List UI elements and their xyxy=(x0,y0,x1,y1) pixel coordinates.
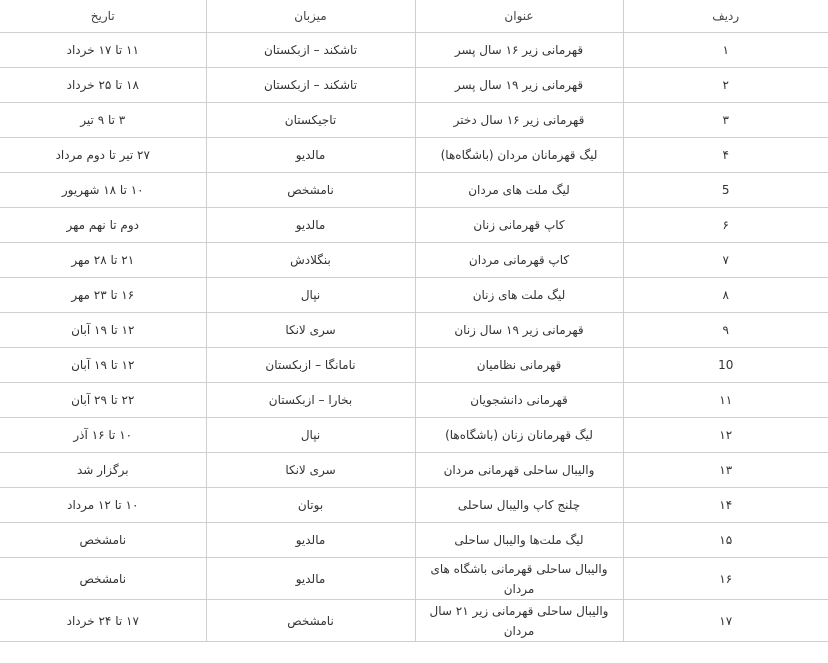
row-number: ۳ xyxy=(623,103,828,138)
event-host: نامانگا – ازبکستان xyxy=(206,348,415,383)
event-date: ۲۷ تیر تا دوم مرداد xyxy=(0,138,206,173)
event-date: ۱۶ تا ۲۳ مهر xyxy=(0,278,206,313)
event-host: مالدیو xyxy=(206,523,415,558)
row-number: ۹ xyxy=(623,313,828,348)
event-date: ۱۲ تا ۱۹ آبان xyxy=(0,313,206,348)
event-title: والیبال ساحلی قهرمانی مردان xyxy=(415,453,623,488)
event-host: تاجیکستان xyxy=(206,103,415,138)
event-host: بخارا – ازبکستان xyxy=(206,383,415,418)
event-date: ۱۰ تا ۱۶ آذر xyxy=(0,418,206,453)
row-number: ۱۴ xyxy=(623,488,828,523)
table-row xyxy=(0,418,828,453)
row-number: 5 xyxy=(623,173,828,208)
header-host: میزبان xyxy=(206,0,415,33)
event-title: چلنج کاپ والیبال ساحلی xyxy=(415,488,623,523)
event-date: ۱۰ تا ۱۸ شهریور xyxy=(0,173,206,208)
table-row xyxy=(0,278,828,313)
row-number: ۱ xyxy=(623,33,828,68)
event-date: ۳ تا ۹ تیر xyxy=(0,103,206,138)
row-number: ۱۵ xyxy=(623,523,828,558)
header-date: تاریخ xyxy=(0,0,206,33)
row-number: ۱۲ xyxy=(623,418,828,453)
row-number: ۲ xyxy=(623,68,828,103)
event-host: بنگلادش xyxy=(206,243,415,278)
event-date: ۲۲ تا ۲۹ آبان xyxy=(0,383,206,418)
row-number: ۱۶ xyxy=(623,558,828,600)
table-row xyxy=(0,103,828,138)
event-title: والیبال ساحلی قهرمانی باشگاه های مردان xyxy=(415,558,623,600)
row-number: ۱۱ xyxy=(623,383,828,418)
row-number: 10 xyxy=(623,348,828,383)
event-title: لیگ ملت‌ها والیبال ساحلی xyxy=(415,523,623,558)
event-date: ۱۷ تا ۲۴ خرداد xyxy=(0,600,206,642)
event-title: کاپ قهرمانی زنان xyxy=(415,208,623,243)
event-date: ۱۰ تا ۱۲ مرداد xyxy=(0,488,206,523)
table-row xyxy=(0,558,828,600)
event-date: ۱۸ تا ۲۵ خرداد xyxy=(0,68,206,103)
table-header-row xyxy=(0,0,828,33)
event-date: ۱۱ تا ۱۷ خرداد xyxy=(0,33,206,68)
event-host: نامشخص xyxy=(206,173,415,208)
event-title: قهرمانی زیر ۱۹ سال پسر xyxy=(415,68,623,103)
table-row xyxy=(0,383,828,418)
event-host: مالدیو xyxy=(206,558,415,600)
table-row xyxy=(0,313,828,348)
event-title: قهرمانی زیر ۱۶ سال پسر xyxy=(415,33,623,68)
event-host: سری لانکا xyxy=(206,313,415,348)
event-host: نپال xyxy=(206,418,415,453)
row-number: ۶ xyxy=(623,208,828,243)
table-row xyxy=(0,600,828,642)
event-host: نپال xyxy=(206,278,415,313)
event-date: نامشخص xyxy=(0,558,206,600)
table-row xyxy=(0,33,828,68)
event-title: قهرمانی دانشجویان xyxy=(415,383,623,418)
event-date: برگزار شد xyxy=(0,453,206,488)
header-row-number: ردیف xyxy=(623,0,828,33)
row-number: ۸ xyxy=(623,278,828,313)
event-host: نامشخص xyxy=(206,600,415,642)
event-date: دوم تا نهم مهر xyxy=(0,208,206,243)
event-host: مالدیو xyxy=(206,138,415,173)
row-number: ۱۳ xyxy=(623,453,828,488)
table-row xyxy=(0,488,828,523)
event-date: ۱۲ تا ۱۹ آبان xyxy=(0,348,206,383)
table-row xyxy=(0,348,828,383)
event-title: لیگ قهرمانان زنان (باشگاه‌ها) xyxy=(415,418,623,453)
event-host: تاشکند – ازبکستان xyxy=(206,68,415,103)
table-row xyxy=(0,243,828,278)
table-row xyxy=(0,453,828,488)
event-title: لیگ ملت های زنان xyxy=(415,278,623,313)
event-title: قهرمانی زیر ۱۶ سال دختر xyxy=(415,103,623,138)
event-date: ۲۱ تا ۲۸ مهر xyxy=(0,243,206,278)
event-title: والیبال ساحلی قهرمانی زیر ۲۱ سال مردان xyxy=(415,600,623,642)
table-row xyxy=(0,173,828,208)
table-row xyxy=(0,138,828,173)
event-host: سری لانکا xyxy=(206,453,415,488)
row-number: ۴ xyxy=(623,138,828,173)
table-row xyxy=(0,208,828,243)
table-row xyxy=(0,68,828,103)
event-title: لیگ ملت های مردان xyxy=(415,173,623,208)
event-title: کاپ قهرمانی مردان xyxy=(415,243,623,278)
row-number: ۷ xyxy=(623,243,828,278)
event-date: نامشخص xyxy=(0,523,206,558)
row-number: ۱۷ xyxy=(623,600,828,642)
table-row xyxy=(0,523,828,558)
event-title: قهرمانی نظامیان xyxy=(415,348,623,383)
header-title: عنوان xyxy=(415,0,623,33)
event-host: تاشکند – ازبکستان xyxy=(206,33,415,68)
event-title: لیگ قهرمانان مردان (باشگاه‌ها) xyxy=(415,138,623,173)
event-host: مالدیو xyxy=(206,208,415,243)
event-title: قهرمانی زیر ۱۹ سال زنان xyxy=(415,313,623,348)
event-host: بوتان xyxy=(206,488,415,523)
